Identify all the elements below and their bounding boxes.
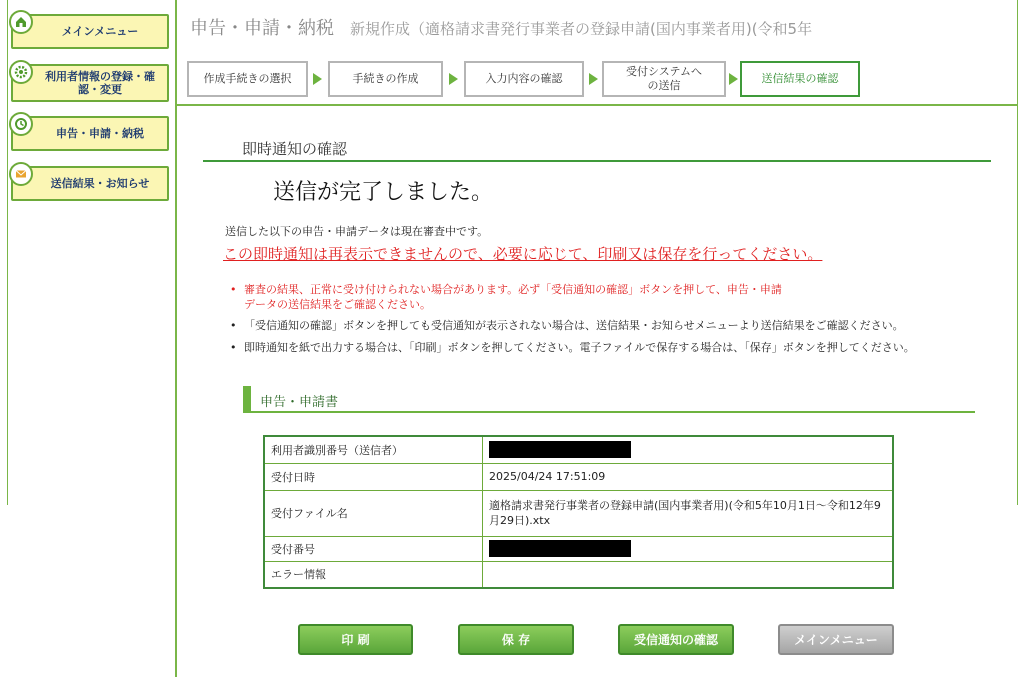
step-arrow-icon <box>313 73 322 85</box>
sidebar-item-user-info[interactable] <box>11 64 169 102</box>
check-notice-button[interactable]: 受信通知の確認 <box>618 624 734 655</box>
sidebar-item-label: メインメニュー <box>61 25 139 38</box>
row-value <box>483 561 894 588</box>
note-text: 即時通知を紙で出力する場合は、「印刷」ボタンを押してください。電子ファイルで保存する場合は、「保存」ボタンを押してください。 <box>244 341 915 354</box>
redacted-value <box>489 540 631 557</box>
sidebar-item-main-menu[interactable] <box>11 14 169 49</box>
header-title: 申告・申請・納税 <box>190 18 334 39</box>
page-header <box>190 14 812 40</box>
status-text: 送信した以下の申告・申請データは現在審査中です。 <box>225 225 489 238</box>
bullet-icon: • <box>230 283 237 296</box>
step-select-procedure: 作成手続きの選択 <box>187 61 308 97</box>
section-divider <box>203 160 991 162</box>
row-value <box>483 436 894 463</box>
sidebar-item-results[interactable] <box>11 166 169 201</box>
bullet-icon: • <box>230 341 237 354</box>
home-icon <box>9 10 33 34</box>
left-border <box>7 0 8 505</box>
sidebar-item-label: 利用者情報の登録・確認・変更 <box>45 70 155 96</box>
receipt-table <box>263 435 894 589</box>
table-heading-divider <box>243 411 975 413</box>
completion-message: 送信が完了しました。 <box>273 180 494 205</box>
row-label: 受付日時 <box>264 463 483 490</box>
sidebar-item-label: 送信結果・お知らせ <box>50 177 150 190</box>
step-confirm-result: 送信結果の確認 <box>740 61 860 97</box>
row-value: 適格請求書発行事業者の登録申請(国内事業者用)(令和5年10月1日～令和12年9月29日).xtx <box>483 490 894 536</box>
note-item <box>230 282 790 312</box>
sidebar-item-label: 申告・申請・納税 <box>56 127 144 140</box>
step-send: 受付システムへの送信 <box>602 61 726 97</box>
row-label: 利用者識別番号（送信者） <box>264 436 483 463</box>
table-heading-marker <box>243 386 251 413</box>
row-value: 2025/04/24 17:51:09 <box>483 463 894 490</box>
bullet-icon: • <box>230 319 237 332</box>
redacted-value <box>489 441 631 458</box>
warning-message: この即時通知は再表示できませんので、必要に応じて、印刷又は保存を行ってください。 <box>223 245 823 263</box>
mail-icon <box>9 162 33 186</box>
gear-icon <box>9 60 33 84</box>
note-text: 「受信通知の確認」ボタンを押しても受信通知が表示されない場合は、送信結果・お知らせメニューより送信結果をご確認ください。 <box>244 319 904 332</box>
note-text: 審査の結果、正常に受け付けられない場合があります。必ず「受信通知の確認」ボタンを押して、申告・申請データの送信結果をご確認ください。 <box>244 283 782 311</box>
section-title: 即時通知の確認 <box>242 140 348 158</box>
row-value <box>483 536 894 561</box>
right-border <box>1017 0 1018 505</box>
table-row <box>264 463 893 490</box>
table-row <box>264 561 893 588</box>
clock-icon <box>9 112 33 136</box>
row-label: エラー情報 <box>264 561 483 588</box>
step-arrow-icon <box>729 73 738 85</box>
step-arrow-icon <box>449 73 458 85</box>
table-row <box>264 536 893 561</box>
table-heading: 申告・申請書 <box>260 395 339 410</box>
row-label: 受付番号 <box>264 536 483 561</box>
step-create-procedure: 手続きの作成 <box>328 61 443 97</box>
save-button[interactable]: 保 存 <box>458 624 574 655</box>
row-label: 受付ファイル名 <box>264 490 483 536</box>
sidebar-item-filing[interactable] <box>11 116 169 151</box>
table-row <box>264 436 893 463</box>
sidebar-divider <box>175 0 177 677</box>
step-confirm-input: 入力内容の確認 <box>464 61 584 97</box>
step-arrow-icon <box>589 73 598 85</box>
table-row <box>264 490 893 536</box>
header-subtitle: 新規作成（適格請求書発行事業者の登録申請(国内事業者用)(令和5年 <box>350 20 813 38</box>
header-divider <box>175 104 1018 106</box>
print-button[interactable]: 印 刷 <box>298 624 413 655</box>
note-item <box>230 340 1010 355</box>
note-item <box>230 318 1010 333</box>
main-menu-button[interactable]: メインメニュー <box>778 624 894 655</box>
